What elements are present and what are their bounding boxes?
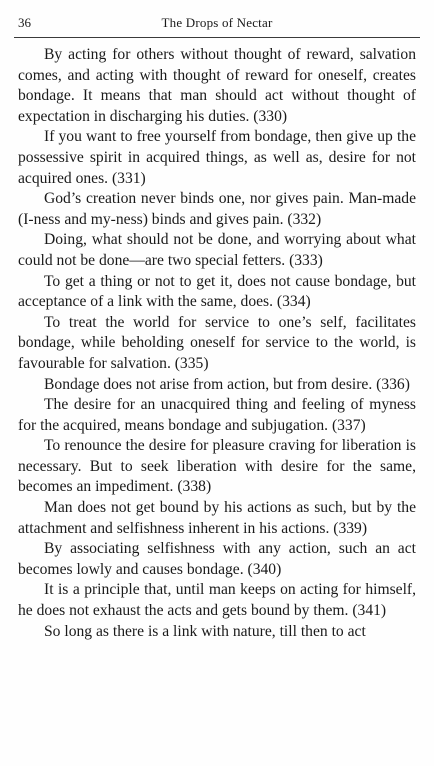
- paragraph-336: Bondage does not arise from action, but from desire. (336): [44, 375, 410, 393]
- paragraph-330: By acting for others without thought of reward, salvation comes, and acting with thought of reward for oneself, creates bondage. It means that man should act without thought of expectation in discharging his duties. (330): [18, 46, 416, 125]
- paragraph-341: It is a principle that, until man keeps on acting for himself, he does not exhaust the acts and gets bound by them. (341): [18, 581, 416, 620]
- running-head: [14, 13, 420, 33]
- body-text: [18, 45, 416, 642]
- paragraph-337: The desire for an unacquired thing and feeling of myness for the acquired, means bondage and subjugation. (337): [18, 396, 416, 434]
- paragraph-333: Doing, what should not be done, and worrying about what could not be done—are two special fetters. (333): [18, 231, 416, 269]
- page-number: 36: [18, 15, 31, 30]
- paragraph-331: If you want to free yourself from bondage, then give up the possessive spirit in acquired things, as well as, desire for not acquired ones. (331): [18, 128, 416, 187]
- paragraph-339: Man does not get bound by his actions as such, but by the attachment and selfishness inherent in his actions. (339): [18, 499, 416, 537]
- running-title: The Drops of Nectar: [161, 15, 273, 30]
- header-rule: [14, 37, 420, 38]
- paragraph-340: By associating selfishness with any action, such an act becomes lowly and causes bondage. (340): [18, 540, 416, 578]
- paragraph-335: To treat the world for service to one’s self, facilitates bondage, while beholding oneself for service to the world, is favourable for salvation. (335): [18, 313, 416, 372]
- paragraph-342-continued: So long as there is a link with nature, till then to act: [44, 622, 366, 640]
- paragraph-334: To get a thing or not to get it, does not cause bondage, but acceptance of a link with the same, does. (334): [18, 272, 416, 311]
- paragraph-338: To renounce the desire for pleasure craving for liberation is necessary. But to seek liberation with desire for the same, becomes an impediment. (338): [18, 437, 416, 496]
- paragraph-332: God’s creation never binds one, nor gives pain. Man-made (I-ness and my-ness) binds and gives pain. (332): [18, 190, 416, 228]
